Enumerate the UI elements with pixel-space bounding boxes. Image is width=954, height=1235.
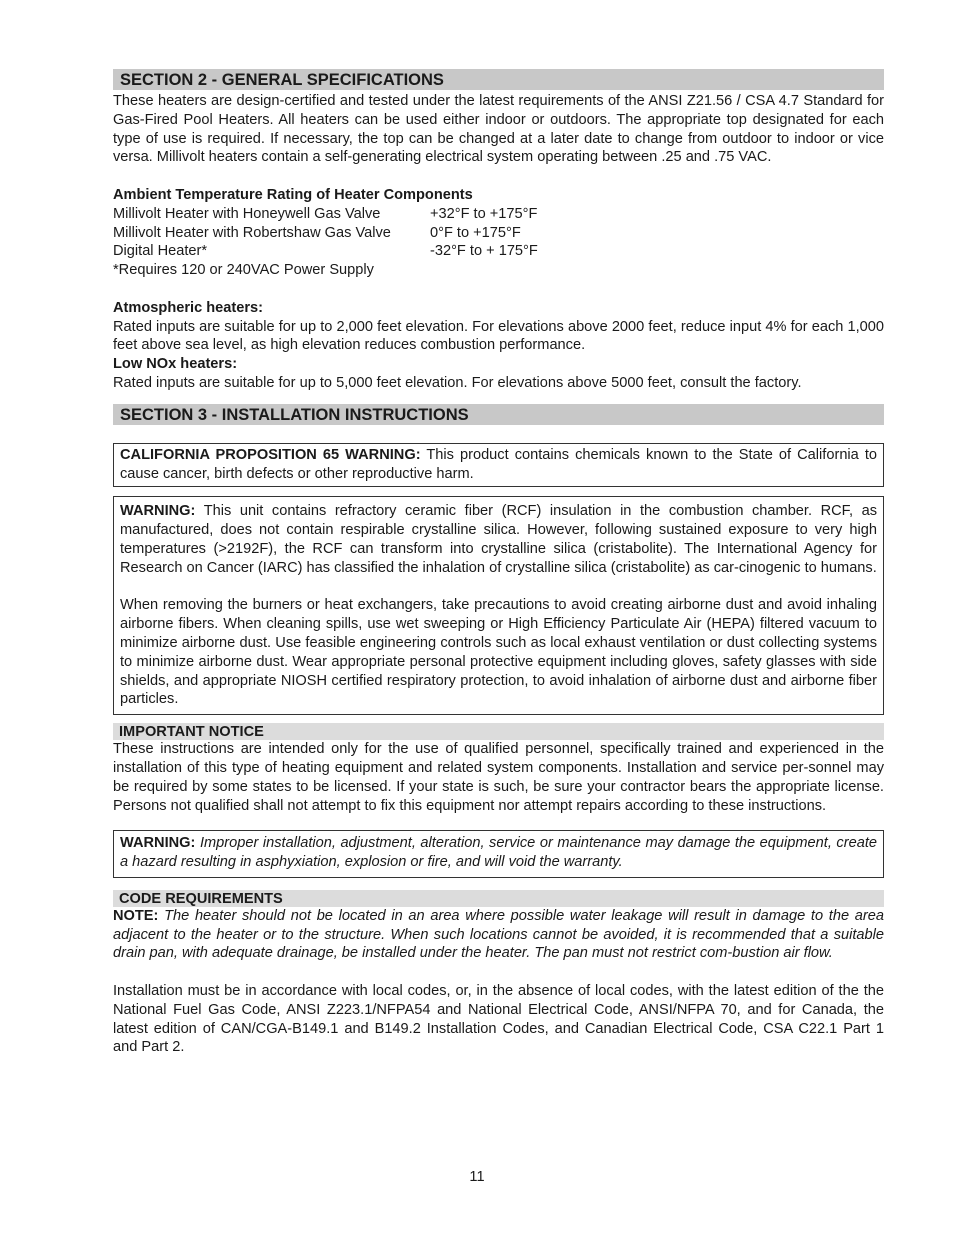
code-note-text: The heater should not be located in an area where possible water leakage will result in damage to the area adjacent to the heater or to the structure. When such locations cannot be avoided, it is recommended that a suitable drain pan, with adequate drainage, be installed under the heater. The pan must not restrict com-bustion air flow.: [113, 907, 884, 962]
installation-warning: [120, 834, 877, 872]
section-2-intro: These heaters are design-certified and tested under the latest requirements of the ANSI Z21.56 / CSA 4.7 Standard for Gas-Fired Pool Heaters. All heaters can be used either indoor or outdoors. The appropriate top designated for each type of use is required. If necessary, the top can be changed at a later date to change from outdoor to indoor or vice versa. Millivolt heaters contain a self-generating electrical system operating between .25 and .75 VAC.: [113, 93, 884, 166]
low-nox-text: Rated inputs are suitable for up to 5,000 feet elevation. For elevations above 5000 feet, consult the factory.: [113, 374, 802, 391]
ambient-note: *Requires 120 or 240VAC Power Supply: [113, 262, 374, 279]
section-2-heading: SECTION 2 - GENERAL SPECIFICATIONS: [113, 69, 884, 90]
prop65-warning-box: [113, 443, 884, 488]
installation-warning-box: [113, 830, 884, 878]
low-nox-heading: Low NOx heaters:: [113, 356, 238, 373]
rcf-warning-label: WARNING:: [120, 503, 196, 520]
ambient-row: [113, 242, 884, 261]
ambient-row-label: Digital Heater*: [113, 243, 208, 260]
installation-warning-label: WARNING:: [120, 835, 196, 852]
installation-warning-text: Improper installation, adjustment, alteration, service or maintenance may damage the equipment, create a hazard resulting in asphyxiation, explosion or fire, and will void the warranty.: [120, 835, 877, 871]
atmospheric-heading: Atmospheric heaters:: [113, 299, 264, 316]
ambient-row: [113, 224, 884, 243]
important-notice-heading: IMPORTANT NOTICE: [113, 723, 884, 740]
rcf-precautions-text: When removing the burners or heat exchangers, take precautions to avoid creating airborne dust and avoid inhaling airborne fibers. When cleaning spills, use wet sweeping or High Efficiency Particulate Air (HEPA) filtered vacuum to minimize airborne dust. Use feasible engineering controls such as local exhaust ventilation or dust collecting systems to minimize airborne dust. Wear appropriate personal protective equipment including gloves, safety glasses with side shields, and appropriate NIOSH certified respiratory protection, to avoid inhalation of airborne dust and airborne fiber particles.: [120, 597, 877, 708]
ambient-row-value: +32°F to +175°F: [430, 205, 538, 222]
page-content: [113, 69, 884, 1057]
rcf-warning-box: [113, 496, 884, 715]
ambient-row-value: -32°F to + 175°F: [430, 243, 538, 260]
rcf-warning: [120, 502, 877, 577]
prop65-label: CALIFORNIA PROPOSITION 65 WARNING:: [120, 446, 421, 463]
ambient-row-value: 0°F to +175°F: [430, 224, 521, 241]
installation-codes-text: Installation must be in accordance with local codes, or, in the absence of local codes, with the latest edition of the the National Fuel Gas Code, ANSI Z223.1/NFPA54 and National Electrical Code, ANSI/NFPA 70, and for Canada, the latest edition of CAN/CGA-B149.1 and B149.2 Installation Codes, and Canadian Electrical Code, CSA C22.1 Part 1 and Part 2.: [113, 983, 884, 1056]
atmospheric-text: Rated inputs are suitable for up to 2,000 feet elevation. For elevations above 2000 feet, reduce input 4% for each 1,000 feet above sea level, as high elevation reduces combustion performance.: [113, 318, 884, 354]
code-note-label: NOTE:: [113, 907, 159, 924]
code-note: [113, 907, 884, 963]
section-3-heading: SECTION 3 - INSTALLATION INSTRUCTIONS: [113, 404, 884, 425]
ambient-row: [113, 205, 884, 224]
ambient-row-label: Millivolt Heater with Honeywell Gas Valve: [113, 205, 381, 222]
important-notice-text: These instructions are intended only for the use of qualified personnel, specifically trained and experienced in the installation of this type of heating equipment and related system components. Installation and service per-sonnel may be required by some states to be licensed. If your state is such, be sure your contractor bears the appropriate license. Persons not qualified shall not attempt to fix this equipment nor attempt repairs according to these instructions.: [113, 741, 884, 814]
ambient-heading: Ambient Temperature Rating of Heater Components: [113, 186, 473, 203]
prop65-warning: [120, 446, 877, 484]
prop65-text: This product contains chemicals known to the State of California to cause cancer, birth defects or other reproductive harm.: [120, 446, 878, 482]
page-number: 11: [469, 1169, 485, 1185]
ambient-row-label: Millivolt Heater with Robertshaw Gas Valve: [113, 224, 391, 241]
ambient-table: [113, 205, 884, 261]
rcf-warning-text: This unit contains refractory ceramic fiber (RCF) insulation in the combustion chamber. RCF, as manufactured, does not contain respirable crystalline silica. However, following sustained exposure to very high temperatures (>2192F), the RCF can transform into crystalline silica (cristabolite). The International Agency for Research on Cancer (IARC) has classified the inhalation of crystalline silica (cristabolite) as car-cinogenic to humans.: [120, 503, 877, 576]
code-requirements-heading: CODE REQUIREMENTS: [113, 890, 884, 907]
